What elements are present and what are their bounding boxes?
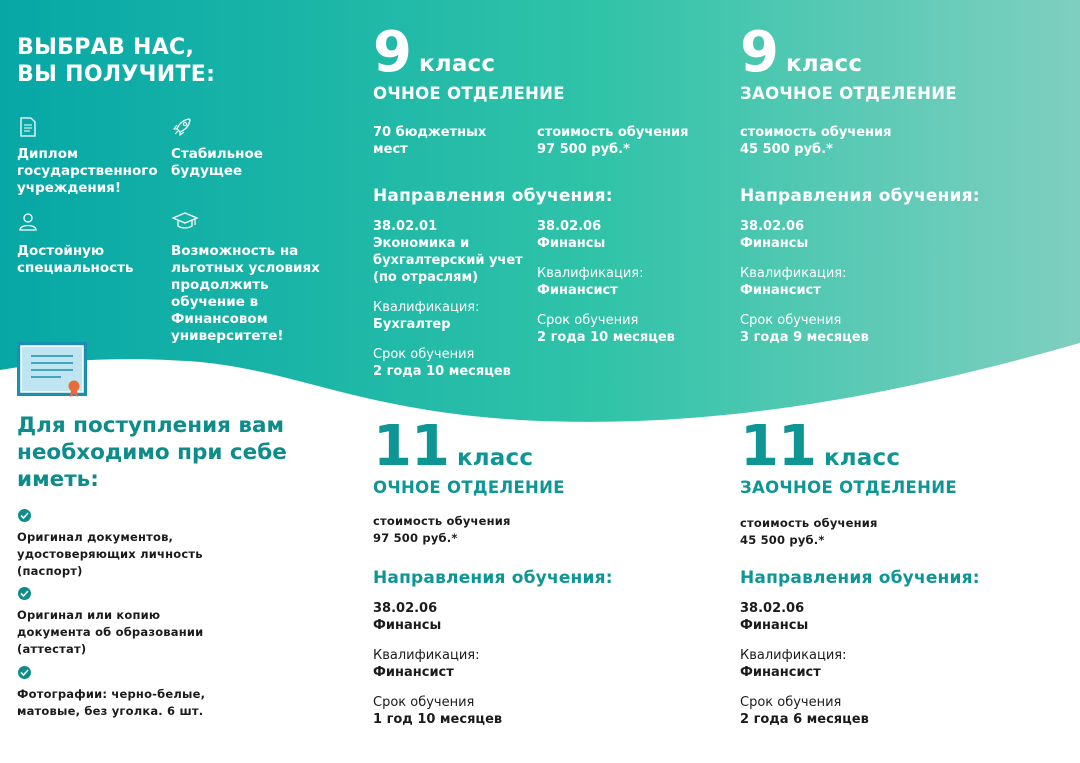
qualification-label: Квалификация: bbox=[740, 648, 847, 663]
requirement-item bbox=[17, 508, 227, 580]
term-value: 1 год 10 месяцев bbox=[373, 712, 503, 727]
tuition-cost bbox=[373, 513, 573, 547]
rocket-icon bbox=[171, 116, 193, 138]
term-value: 2 года 6 месяцев bbox=[740, 712, 869, 727]
program-finance bbox=[373, 600, 573, 741]
requirement-text: Фотографии: черно-белые, матовые, без уголка. 6 шт. bbox=[17, 687, 206, 718]
qualification-value: Финансист bbox=[740, 283, 821, 298]
benefit-specialty bbox=[17, 210, 157, 277]
program-name: Финансы bbox=[537, 236, 606, 251]
cost-value: 97 500 руб.* bbox=[537, 142, 630, 157]
qualification-label: Квалификация: bbox=[373, 648, 480, 663]
tuition-cost bbox=[740, 515, 940, 549]
cost-label: стоимость обучения bbox=[740, 125, 892, 140]
program-finance bbox=[537, 218, 707, 359]
benefit-future bbox=[171, 116, 321, 180]
grade-number: 9 bbox=[740, 20, 778, 85]
qualification-label: Квалификация: bbox=[740, 266, 847, 281]
department-title: ЗАОЧНОЕ ОТДЕЛЕНИЕ bbox=[740, 84, 957, 103]
qualification-label: Квалификация: bbox=[537, 266, 644, 281]
grade-number: 11 bbox=[740, 414, 816, 479]
grade-unit: класс bbox=[456, 445, 534, 471]
requirement-text: Оригинал или копию документа об образовании (аттестат) bbox=[17, 608, 204, 656]
cost-label: стоимость обучения bbox=[373, 514, 511, 528]
directions-title: Направления обучения: bbox=[740, 186, 980, 206]
cost-value: 45 500 руб.* bbox=[740, 142, 833, 157]
qualification-value: Бухгалтер bbox=[373, 317, 451, 332]
qualification-value: Финансист bbox=[373, 665, 454, 680]
cost-label: стоимость обучения bbox=[537, 125, 689, 140]
benefit-text: Достойную специальность bbox=[17, 243, 134, 276]
term-label: Срок обучения bbox=[740, 313, 842, 328]
benefit-university bbox=[171, 210, 346, 345]
requirement-item bbox=[17, 665, 227, 720]
department-title: ЗАОЧНОЕ ОТДЕЛЕНИЕ bbox=[740, 478, 957, 497]
department-title: ОЧНОЕ ОТДЕЛЕНИЕ bbox=[373, 84, 565, 103]
qualification-value: Финансист bbox=[537, 283, 618, 298]
department-title: ОЧНОЕ ОТДЕЛЕНИЕ bbox=[373, 478, 565, 497]
benefit-text: Диплом государственного учреждения! bbox=[17, 146, 158, 196]
check-circle-icon bbox=[17, 665, 32, 680]
term-label: Срок обучения bbox=[537, 313, 639, 328]
program-name: Финансы bbox=[373, 618, 442, 633]
term-value: 3 года 9 месяцев bbox=[740, 330, 869, 345]
grade-unit: класс bbox=[418, 51, 496, 77]
cost-label: стоимость обучения bbox=[740, 516, 878, 530]
program-code: 38.02.06 bbox=[373, 601, 438, 616]
tuition-cost bbox=[537, 124, 707, 158]
hero-title-line-2: ВЫ ПОЛУЧИТЕ: bbox=[17, 62, 216, 87]
requirement-item bbox=[17, 586, 227, 658]
term-value: 2 года 10 месяцев bbox=[373, 364, 511, 379]
grade-unit: класс bbox=[785, 51, 863, 77]
term-label: Срок обучения bbox=[373, 347, 475, 362]
directions-title: Направления обучения: bbox=[740, 568, 980, 588]
benefit-diploma bbox=[17, 116, 157, 197]
requirements-title: Для поступления вам необходимо при себе иметь: bbox=[17, 413, 287, 492]
qualification-label: Квалификация: bbox=[373, 300, 480, 315]
hero-title bbox=[17, 34, 347, 88]
program-code: 38.02.06 bbox=[740, 219, 805, 234]
program-code: 38.02.06 bbox=[740, 601, 805, 616]
term-value: 2 года 10 месяцев bbox=[537, 330, 675, 345]
program-code: 38.02.01 bbox=[373, 219, 438, 234]
graduation-cap-icon bbox=[171, 210, 199, 232]
grade11-part-heading bbox=[740, 414, 1070, 497]
hero-title-line-1: ВЫБРАВ НАС, bbox=[17, 35, 195, 60]
check-circle-icon bbox=[17, 586, 32, 601]
grade9-part-heading bbox=[740, 20, 1070, 103]
qualification-value: Финансист bbox=[740, 665, 821, 680]
grade9-full-heading bbox=[373, 20, 713, 103]
grade-number: 11 bbox=[373, 414, 449, 479]
grade11-full-heading bbox=[373, 414, 713, 497]
cost-value: 97 500 руб.* bbox=[373, 531, 458, 545]
term-label: Срок обучения bbox=[373, 695, 475, 710]
program-economics bbox=[373, 218, 523, 393]
grade-unit: класс bbox=[823, 445, 901, 471]
budget-places: 70 бюджетных мест bbox=[373, 125, 487, 157]
document-icon bbox=[17, 116, 39, 138]
tuition-cost bbox=[740, 124, 940, 158]
cost-value: 45 500 руб.* bbox=[740, 533, 825, 547]
certificate-icon bbox=[17, 342, 89, 398]
directions-title: Направления обучения: bbox=[373, 568, 613, 588]
program-finance bbox=[740, 600, 940, 741]
term-label: Срок обучения bbox=[740, 695, 842, 710]
program-name: Экономика и бухгалтерский учет (по отраслям) bbox=[373, 236, 523, 285]
program-code: 38.02.06 bbox=[537, 219, 602, 234]
requirement-text: Оригинал документов, удостоверяющих личность (паспорт) bbox=[17, 530, 203, 578]
grade-number: 9 bbox=[373, 20, 411, 85]
person-icon bbox=[17, 210, 39, 232]
check-circle-icon bbox=[17, 508, 32, 523]
directions-title: Направления обучения: bbox=[373, 186, 613, 206]
program-name: Финансы bbox=[740, 236, 809, 251]
program-finance bbox=[740, 218, 940, 359]
benefit-text: Стабильное будущее bbox=[171, 146, 263, 179]
benefit-text: Возможность на льготных условиях продолжить обучение в Финансовом университете! bbox=[171, 243, 320, 344]
program-name: Финансы bbox=[740, 618, 809, 633]
